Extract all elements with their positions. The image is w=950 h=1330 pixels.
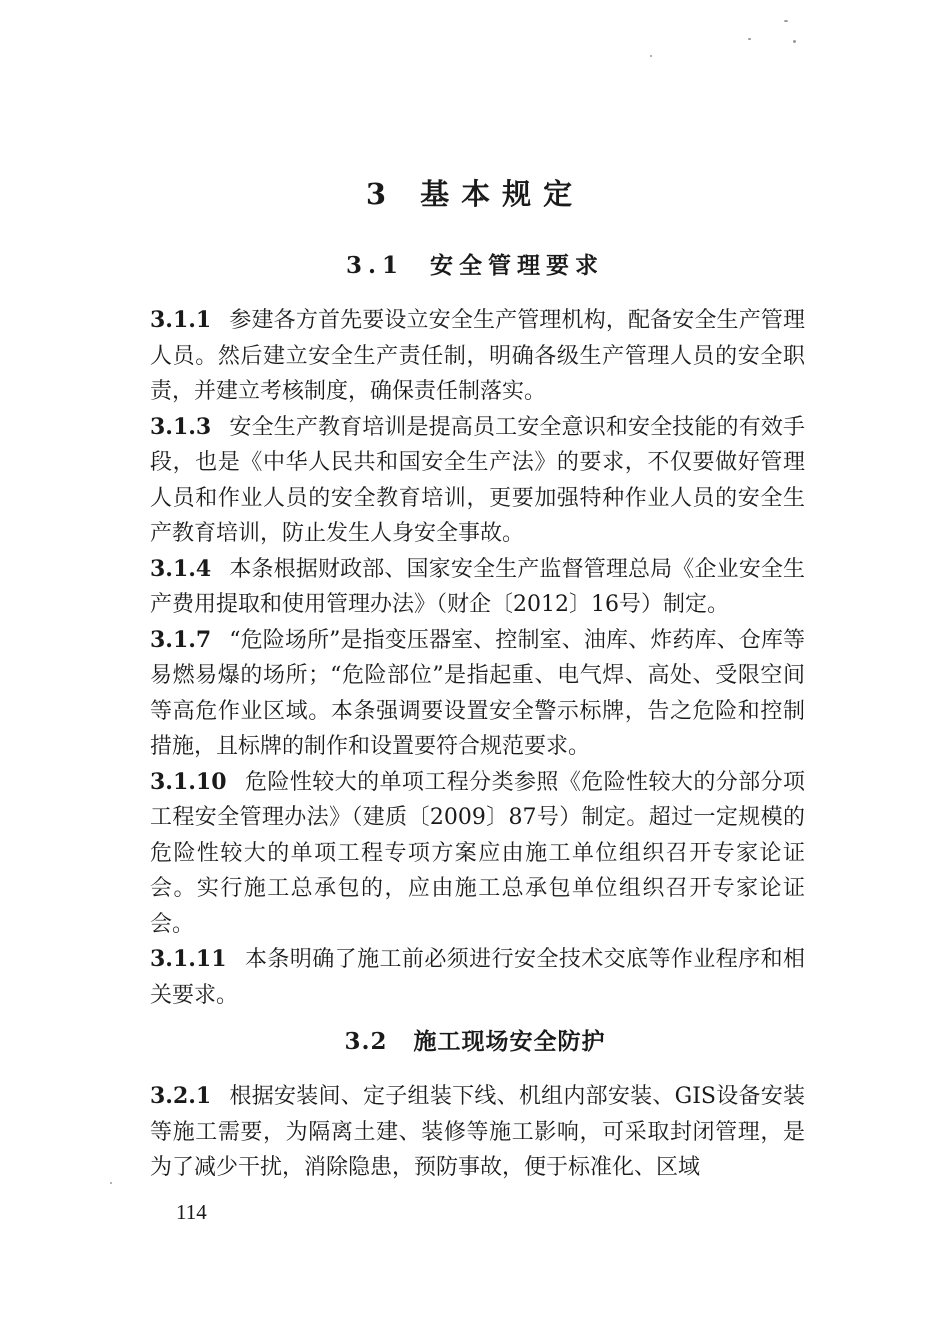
clause-number: 3.1.1 [150,307,212,333]
clause-3-1-7 [150,623,805,765]
clause-3-1-3 [150,410,805,552]
clause-3-1-4 [150,552,805,623]
clause-text: 危险性较大的单项工程分类参照《危险性较大的分部分项工程安全管理办法》（建质〔2009〕87号）制定。超过一定规模的危险性较大的单项工程专项方案应由施工单位组织召开专家论证会。实行施工总承包的，应由施工总承包单位组织召开专家论证会。 [150,769,805,937]
scan-speck [784,20,788,22]
scan-speck [748,38,751,40]
scan-speck [793,40,796,43]
scan-speck [110,1182,112,1184]
clause-3-1-11 [150,942,805,1013]
section-body-3-1 [150,303,805,1013]
section-title-3-1 [0,248,950,284]
clause-number: 3.1.4 [150,555,212,582]
clause-3-1-10 [150,765,805,943]
section-title-3-2 [0,1024,950,1060]
clause-number: 3.1.10 [150,768,227,795]
section-number: 3.2 [344,1028,388,1055]
clause-text: 本条明确了施工前必须进行安全技术交底等作业程序和相关要求。 [150,947,805,1008]
clause-number: 3.1.11 [150,946,227,972]
section-body-3-2 [150,1079,805,1186]
chapter-title: 3 基本规定 [365,177,585,211]
clause-text: 根据安装间、定子组装下线、机组内部安装、GIS设备安装等施工需要，为隔离土建、装修等施工影响，可采取封闭管理，是为了减少干扰，消除隐患，预防事故，便于标准化、区域 [150,1084,805,1180]
clause-text: 参建各方首先要设立安全生产管理机构，配备安全生产管理人员。然后建立安全生产责任制，明确各级生产管理人员的安全职责，并建立考核制度，确保责任制落实。 [150,308,805,404]
clause-text: “危险场所”是指变压器室、控制室、油库、炸药库、仓库等易燃易爆的场所；“危险部位”是指起重、电气焊、高处、受限空间等高危作业区域。本条强调要设置安全警示标牌，告之危险和控制措施，且标牌的制作和设置要符合规范要求。 [150,627,805,759]
section-number: 3.1 [345,252,404,279]
clause-3-1-1 [150,303,805,410]
clause-3-2-1 [150,1079,805,1186]
scan-speck [650,55,652,57]
clause-number: 3.1.3 [150,413,212,440]
clause-text: 本条根据财政部、国家安全生产监督管理总局《企业安全生产费用提取和使用管理办法》（财企〔2012〕16号）制定。 [150,556,805,617]
section-heading: 安全管理要求 [430,252,604,279]
section-heading: 施工现场安全防护 [413,1028,606,1055]
clause-number: 3.1.7 [150,626,212,653]
page-number: 114 [176,1200,207,1224]
clause-number: 3.2.1 [150,1083,212,1109]
clause-text: 安全生产教育培训是提高员工安全意识和安全技能的有效手段，也是《中华人民共和国安全生产法》的要求，不仅要做好管理人员和作业人员的安全教育培训，更要加强特种作业人员的安全生产教育培训，防止发生人身安全事故。 [150,414,805,546]
